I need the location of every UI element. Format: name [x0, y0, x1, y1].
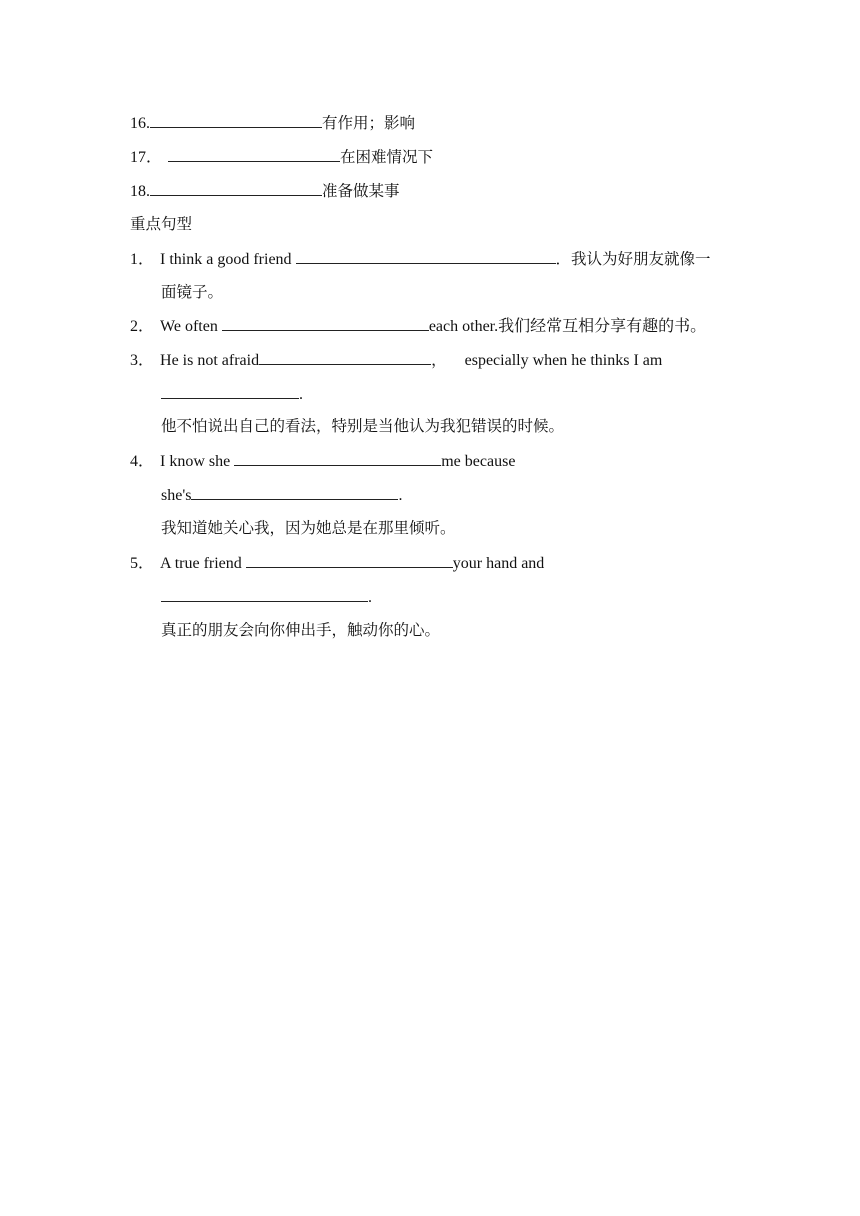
sentence-text: A true friend	[160, 555, 242, 572]
phrase-item-16	[130, 112, 415, 134]
phrase-meaning: 在困难情况下	[340, 148, 434, 166]
sentence-text: We often	[160, 318, 218, 335]
end-punctuation: .	[398, 487, 403, 504]
answer-blank[interactable]	[222, 315, 429, 331]
item-number: 4．	[130, 453, 155, 470]
sentence-5-line-2	[161, 586, 372, 608]
sentence-5-translation: 真正的朋友会向你伸出手，触动你的心。	[161, 621, 441, 639]
answer-blank[interactable]	[168, 146, 340, 162]
item-number: 16.	[130, 115, 150, 132]
item-number: 2．	[130, 318, 155, 335]
sentence-3-translation: 他不怕说出自己的看法，特别是当他认为我犯错误的时候。	[161, 417, 565, 435]
item-number: 3．	[130, 352, 155, 369]
sentence-1-continuation: 面镜子。	[161, 283, 224, 301]
answer-blank[interactable]	[296, 248, 556, 264]
sentence-text-end: your hand and	[452, 555, 545, 572]
answer-blank[interactable]	[259, 349, 431, 365]
answer-blank[interactable]	[150, 112, 322, 128]
item-number: 1．	[130, 251, 155, 268]
end-punctuation: .	[299, 386, 303, 403]
sentence-text: she's	[161, 487, 192, 504]
phrase-item-18	[130, 180, 400, 202]
sentence-text-end: each other.我们经常互相分享有趣的书。	[428, 318, 707, 335]
answer-blank[interactable]	[246, 552, 453, 568]
sentence-translation: ．我认为好朋友就像一	[555, 250, 711, 268]
answer-blank[interactable]	[150, 180, 322, 196]
phrase-item-17	[130, 146, 433, 168]
item-number: 17．	[130, 149, 163, 166]
sentence-text: I think a good friend	[160, 251, 292, 268]
sentence-text: He is not afraid	[160, 352, 260, 369]
phrase-meaning: 有作用；影响	[322, 114, 416, 132]
answer-blank[interactable]	[161, 586, 368, 602]
sentence-text-middle: especially when he thinks I am	[464, 352, 663, 369]
sentence-1	[130, 248, 711, 270]
end-punctuation: .	[368, 589, 372, 606]
sentence-3	[130, 349, 662, 371]
sentence-text: I know she	[160, 453, 231, 470]
comma: ，	[431, 351, 447, 369]
sentence-4-translation: 我知道她关心我，因为她总是在那里倾听。	[161, 519, 456, 537]
sentence-text-end: me because	[441, 453, 516, 470]
item-number: 5．	[130, 555, 155, 572]
item-number: 18.	[130, 183, 150, 200]
answer-blank[interactable]	[191, 484, 398, 500]
phrase-meaning: 准备做某事	[322, 182, 400, 200]
sentence-3-line-2	[161, 383, 303, 405]
sentence-2	[130, 315, 706, 337]
sentence-4	[130, 450, 515, 472]
section-title: 重点句型	[130, 215, 193, 233]
answer-blank[interactable]	[234, 450, 441, 466]
sentence-5	[130, 552, 544, 574]
answer-blank[interactable]	[161, 383, 299, 399]
sentence-4-line-2	[161, 484, 402, 506]
